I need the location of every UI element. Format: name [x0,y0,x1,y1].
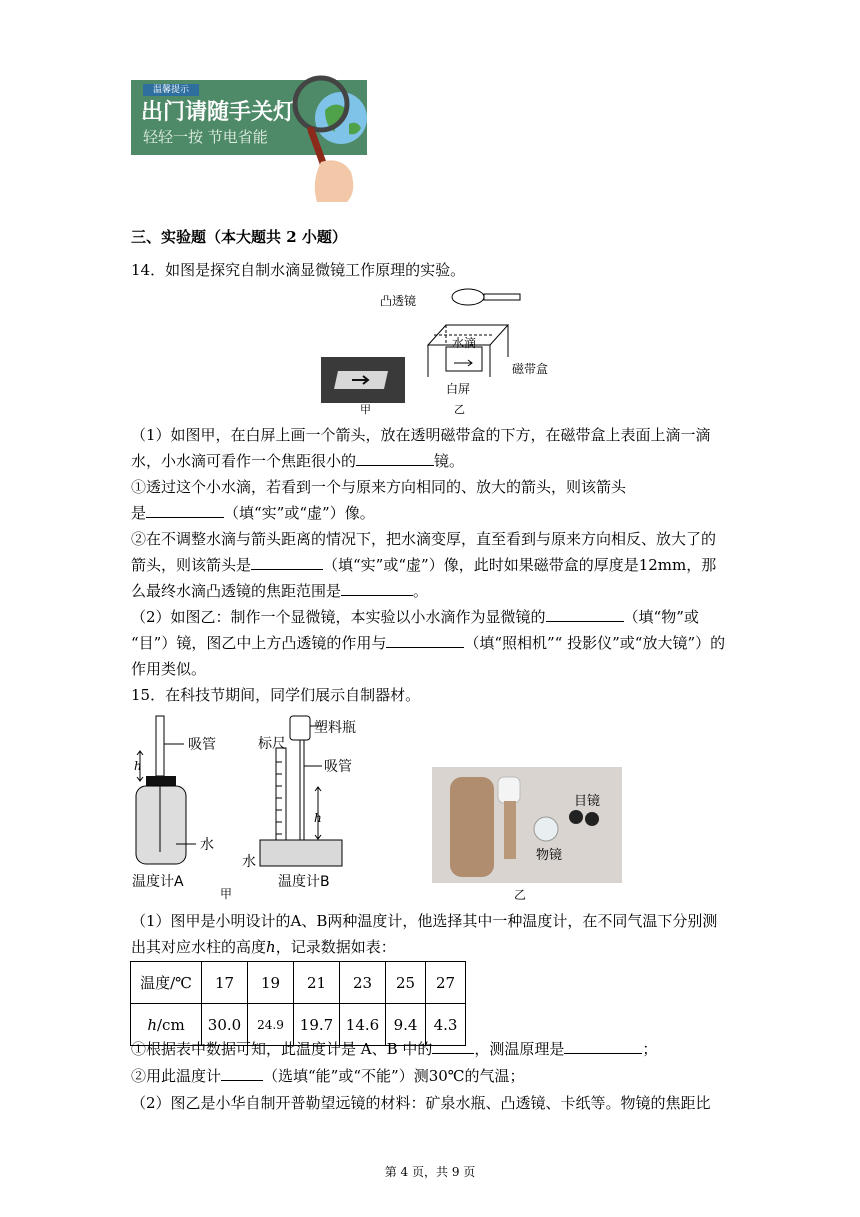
q14-p4-line3: 作用类似。 [131,660,207,678]
q14-p4-line1: （2）如图乙：制作一个显微镜，本实验以小水滴作为显微镜的 （填“物”或 [131,608,699,626]
label-jia: 甲 [360,403,371,416]
table-header-temp: 温度/℃ [131,962,202,1004]
table-cell: 21 [294,962,340,1004]
table-cell: 19 [248,962,294,1004]
table-cell: 30.0 [202,1004,248,1046]
q15-sub3: （2）图乙是小华自制开普勒望远镜的材料：矿泉水瓶、凸透镜、卡纸等。物镜的焦距比 [131,1094,711,1112]
q15-p1-line1: （1）图甲是小明设计的A、B两种温度计，他选择其中一种温度计，在不同气温下分别测 [131,912,718,930]
table-row [131,962,466,1004]
label-jia-15: 甲 [220,887,233,901]
label-straw-b: 吸管 [324,759,352,775]
poster-line-2: 轻轻一按 节电省能 [143,128,268,146]
q14-stem: 14．如图是探究自制水滴显微镜工作原理的实验。 [131,261,466,279]
q15-p1-line2: 出其对应水柱的高度h，记录数据如表： [131,938,396,956]
q14-p1-line2: 水，小水滴可看作一个焦距很小的 镜。 [131,452,465,470]
label-water-drop: 水滴 [452,336,477,350]
q14-p2-line1: ①透过这个小水滴，若看到一个与原来方向相同的、放大的箭头，则该箭头 [131,478,627,496]
blank-5[interactable] [546,607,624,622]
blank-7[interactable] [432,1039,474,1054]
label-h-a: h [134,759,142,773]
q15-figure-jia [128,712,378,902]
table-header-height: h/cm [131,1004,202,1046]
poster-line-1: 出门请随手关灯 [141,100,296,125]
label-tape-box: 磁带盒 [512,362,548,376]
label-plastic-bottle: 塑料瓶 [314,720,356,736]
q14-p4-line2: “目”）镜，图乙中上方凸透镜的作用与 （填“照相机”“ 投影仪”或“放大镜”）的 [131,634,726,652]
blank-1[interactable] [356,451,434,466]
q15-sub2: ②用此温度计 （选填“能”或“不能”）测30℃的气温； [131,1067,525,1085]
label-water-b: 水 [242,854,256,870]
section-title: 三、实验题（本大题共 2 小题） [131,228,347,246]
label-white-screen: 白屏 [446,382,471,396]
blank-3[interactable] [251,555,323,570]
label-yi: 乙 [454,403,465,416]
blank-4[interactable] [341,581,413,596]
q14-figure [318,285,548,417]
q14-p1-line1: （1）如图甲，在白屏上画一个箭头，放在透明磁带盒的下方，在磁带盒上表面上滴一滴 [131,426,711,444]
table-cell: 24.9 [248,1004,294,1046]
q14-p3-line1: ②在不调整水滴与箭头距离的情况下，把水滴变厚，直至看到与原来方向相反、放大了的 [131,530,717,548]
label-straw-a: 吸管 [188,737,216,753]
energy-saving-poster [131,80,367,155]
label-thermo-a: 温度计A [132,874,184,890]
blank-2[interactable] [146,503,224,518]
table-cell: 19.7 [294,1004,340,1046]
temperature-height-table [130,961,466,1046]
table-cell: 27 [426,962,466,1004]
page-footer: 第 4 页，共 9 页 [384,1165,476,1179]
blank-9[interactable] [221,1066,263,1081]
poster-tag: 温馨提示 [143,84,199,96]
table-cell: 9.4 [386,1004,426,1046]
label-ruler: 标尺 [258,736,286,752]
table-cell: 17 [202,962,248,1004]
label-objective: 物镜 [536,848,563,863]
label-convex-lens: 凸透镜 [380,294,417,308]
q14-p3-line3: 么最终水滴凸透镜的焦距范围是 。 [131,582,429,600]
q15-sub1: ①根据表中数据可知，此温度计是 A、B 中的 ，测温原理是 ； [131,1040,658,1058]
label-thermo-b: 温度计B [278,874,330,890]
q14-p2-line2: 是 （填“实”或“虚”）像。 [131,504,375,522]
blank-6[interactable] [386,633,464,648]
q14-p3-line2: 箭头，则该箭头是 （填“实”或“虚”）像，此时如果磁带盒的厚度是12mm，那 [131,556,717,574]
table-cell: 23 [340,962,386,1004]
q15-stem: 15．在科技节期间，同学们展示自制器材。 [131,686,421,704]
q15-figure-yi [432,767,622,903]
label-water-a: 水 [200,837,214,853]
label-yi-15: 乙 [514,888,527,902]
label-eyepiece: 目镜 [574,794,601,809]
table-cell: 14.6 [340,1004,386,1046]
table-cell: 25 [386,962,426,1004]
blank-8[interactable] [564,1039,642,1054]
table-cell: 4.3 [426,1004,466,1046]
magnifier-hand-icon [281,74,371,204]
label-h-b: h [314,811,322,825]
